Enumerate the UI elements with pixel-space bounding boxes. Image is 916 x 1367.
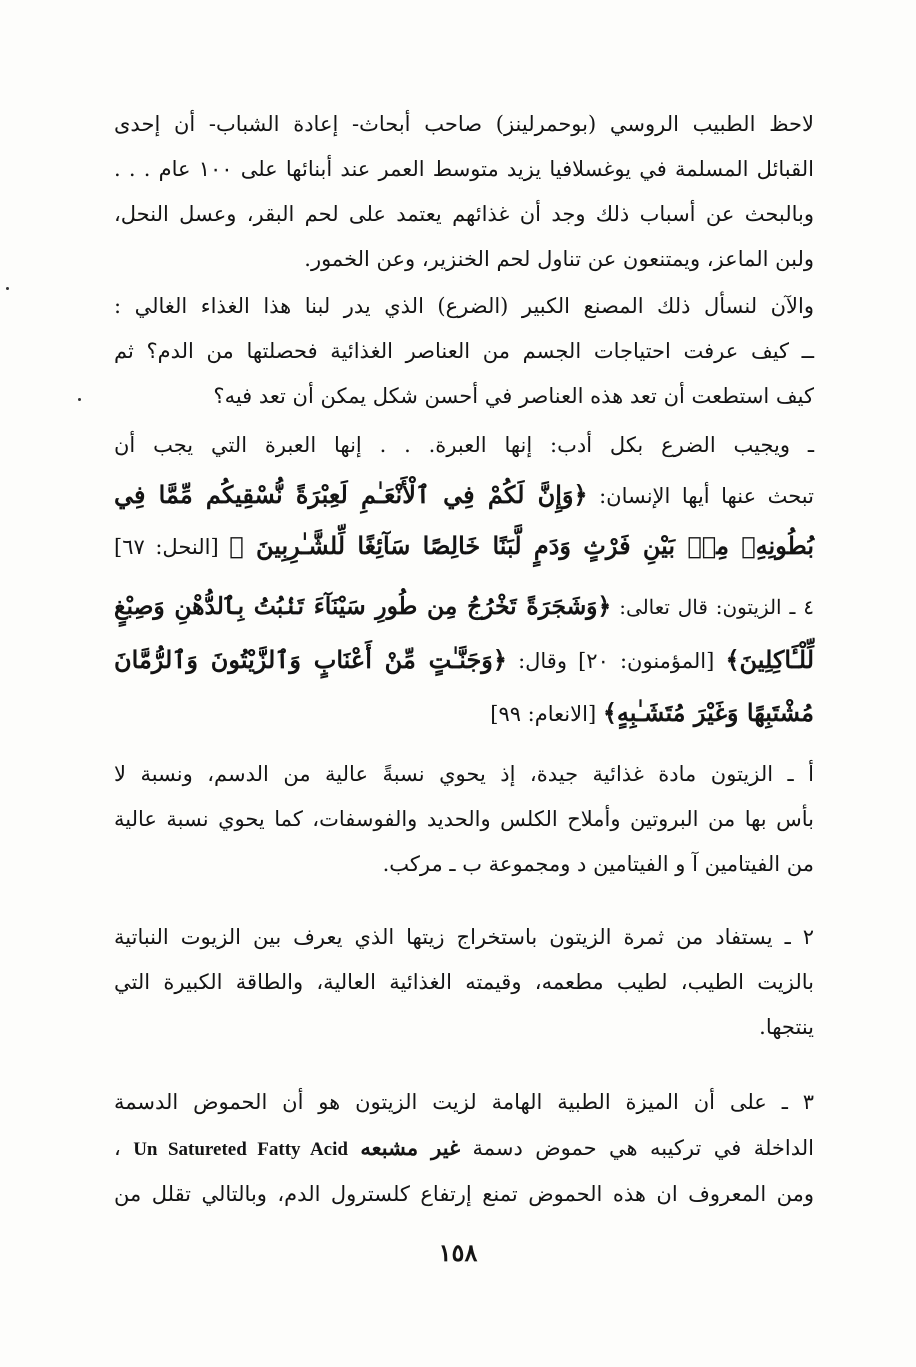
text-line-with-verse (114, 634, 814, 687)
text-line: بأس بها من البروتين وأملاح الكلس والحديد والفوسفات، كما يحوي نسبة عالية (114, 807, 814, 831)
paragraph-udder-answer (114, 420, 814, 572)
text-line: والآن لنسأل ذلك المصنع الكبير (الضرع) الذي يدر لبنا هذا الغذاء الغالي : (114, 294, 814, 318)
text-fragment: الداخلة في تركيبه هي حموض دسمة (472, 1136, 814, 1160)
text-line: ٢ ـ يستفاد من ثمرة الزيتون باستخراج زيتها الذي يعرف بين الزيوت النباتية (114, 925, 814, 949)
text-line: ــ كيف عرفت احتياجات الجسم من العناصر الغذائية فحصلتها من الدم؟ ثم (114, 339, 814, 363)
text-fragment: ، (114, 1136, 121, 1160)
text-line-with-latin (114, 1125, 814, 1172)
paragraph-olive-nutrition (114, 752, 814, 887)
verse-reference: [النحل: ٦٧] (114, 535, 219, 559)
text-line: بالزيت الطيب، لطيب مطعمه، وقيمته الغذائية العالية، والطاقة الكبيرة التي (114, 970, 814, 994)
text-fragment: ٤ ـ الزيتون: قال تعالى: (619, 596, 814, 619)
scan-speck (78, 398, 81, 401)
text-line: ٣ ـ على أن الميزة الطبية الهامة لزيت الزيتون هو أن الحموض الدسمة (114, 1090, 814, 1114)
text-line-with-verse (114, 580, 814, 634)
quran-verse: لِّلْـَٔاكِلِينَ﴾ (725, 645, 814, 674)
paragraph-fatty-acids (114, 1080, 814, 1217)
paragraph-olive-oil (114, 915, 814, 1050)
text-line: ينتجها. (759, 1015, 814, 1039)
quran-verse: ﴿وَشَجَرَةً تَخْرُجُ مِن طُورِ سَيْنَآءَ تَنۢبُتُ بِٱلدُّهْنِ وَصِبْغٍ (114, 592, 612, 620)
scan-speck (6, 287, 9, 290)
text-line: وبالبحث عن أسباب ذلك وجد أن غذائهم يعتمد على لحم البقر، وعسل النحل، (114, 202, 814, 226)
paragraph-udder-question (114, 284, 814, 419)
paragraph-olive-verses (114, 580, 814, 740)
quran-verse: مُشْتَبِهًا وَغَيْرَ مُتَشَـٰبِهٍ﴾ (602, 698, 814, 727)
bold-term: غير مشبعه (360, 1135, 461, 1160)
text-line-with-verse (114, 470, 814, 521)
text-line: أ ـ الزيتون مادة غذائية جيدة، إذ يحوي نسبةً عالية من الدسم، ونسبة لا (114, 762, 814, 786)
verse-reference: [الانعام: ٩٩] (490, 702, 597, 726)
text-line: كيف استطعت أن تعد هذه العناصر في أحسن شكل يمكن أن تعد فيه؟ (213, 384, 814, 408)
text-line: ـ ويجيب الضرع بكل أدب: إنها العبرة. . . إنها العبرة التي يجب أن (114, 433, 814, 457)
latin-term: Un Satureted Fatty Acid (133, 1139, 348, 1160)
quran-verse: ﴿وَإِنَّ لَكُمْ فِي ٱلْأَنْعَـٰمِ لَعِبْرَةً نُّسْقِيكُم مِّمَّا فِي (114, 480, 588, 509)
paragraph-russian-doctor (114, 102, 814, 282)
verse-reference: [المؤمنون: ٢٠] وقال: (518, 649, 715, 673)
text-line: من الفيتامين آ و الفيتامين د ومجموعة ب ـ مركب. (382, 852, 814, 876)
text-line-with-verse (114, 687, 814, 740)
page-number: ١٥٨ (438, 1238, 478, 1267)
quran-verse: بُطُونِهِۦ مِنۢ بَيْنِ فَرْثٍ وَدَمٍ لَّبَنًا خَالِصًا سَآئِغًا لِّلشَّـٰرِبِينَ ﴾ (229, 531, 814, 560)
text-line-with-verse (114, 521, 814, 572)
text-line: لاحظ الطبيب الروسي (بوحمرلينز) صاحب أبحاث- إعادة الشباب- أن إحدى (114, 112, 814, 136)
text-line: ولبن الماعز، ويمتنعون عن تناول لحم الخنزير، وعن الخمور. (304, 247, 814, 271)
text-line: ومن المعروف ان هذه الحموض تمنع إرتفاع كلسترول الدم، وبالتالي تقلل من (114, 1182, 814, 1206)
text-line: القبائل المسلمة في يوغسلافيا يزيد متوسط العمر عند أبنائها على ١٠٠ عام . . . (114, 157, 814, 181)
text-fragment: تبحث عنها أيها الإنسان: (599, 484, 814, 508)
quran-verse: ﴿وَجَنَّـٰتٍ مِّنْ أَعْنَابٍ وَٱلزَّيْتُونَ وَٱلرُّمَّانَ (114, 645, 507, 674)
